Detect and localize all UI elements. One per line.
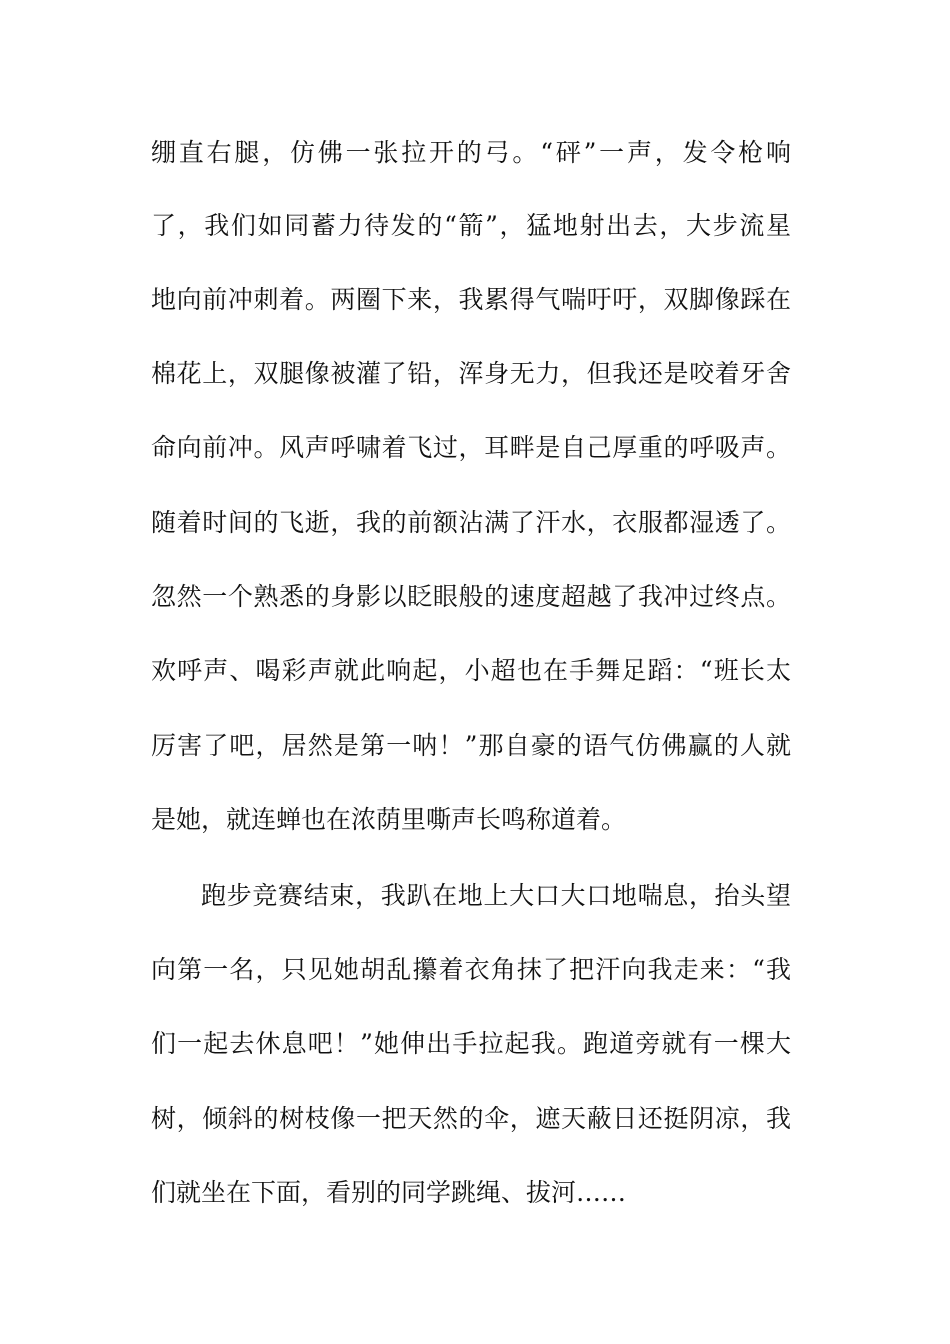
paragraph-first-line: 跑步竞赛结束，我趴在地上大口大口地喘息，抬头望 <box>201 881 791 910</box>
text-line: 厉害了吧，居然是第一呐！”那自豪的语气仿佛赢的人就 <box>151 731 791 760</box>
text-line: 向第一名，只见她胡乱攥着衣角抹了把汗向我走来：“我 <box>151 955 791 984</box>
text-line: 欢呼声、喝彩声就此响起，小超也在手舞足蹈：“班长太 <box>151 656 791 685</box>
text-line: 忽然一个熟悉的身影以眨眼般的速度超越了我冲过终点。 <box>151 582 791 611</box>
text-line: 绷直右腿，仿佛一张拉开的弓。“砰”一声，发令枪响 <box>151 138 791 167</box>
text-line: 命向前冲。风声呼啸着飞过，耳畔是自己厚重的呼吸声。 <box>151 433 791 462</box>
text-line: 是她，就连蝉也在浓荫里嘶声长鸣称道着。 <box>151 805 627 834</box>
text-line: 了，我们如同蓄力待发的“箭”，猛地射出去，大步流星 <box>151 211 791 240</box>
text-line: 们就坐在下面，看别的同学跳绳、拔河…… <box>151 1178 627 1207</box>
text-line: 树，倾斜的树枝像一把天然的伞，遮天蔽日还挺阴凉，我 <box>151 1104 791 1133</box>
text-line: 地向前冲刺着。两圈下来，我累得气喘吁吁，双脚像踩在 <box>151 285 791 314</box>
text-line: 棉花上，双腿像被灌了铅，浑身无力，但我还是咬着牙舍 <box>151 359 791 388</box>
text-line: 随着时间的飞逝，我的前额沾满了汗水，衣服都湿透了。 <box>151 508 791 537</box>
text-line: 们一起去休息吧！”她伸出手拉起我。跑道旁就有一棵大 <box>151 1029 791 1058</box>
